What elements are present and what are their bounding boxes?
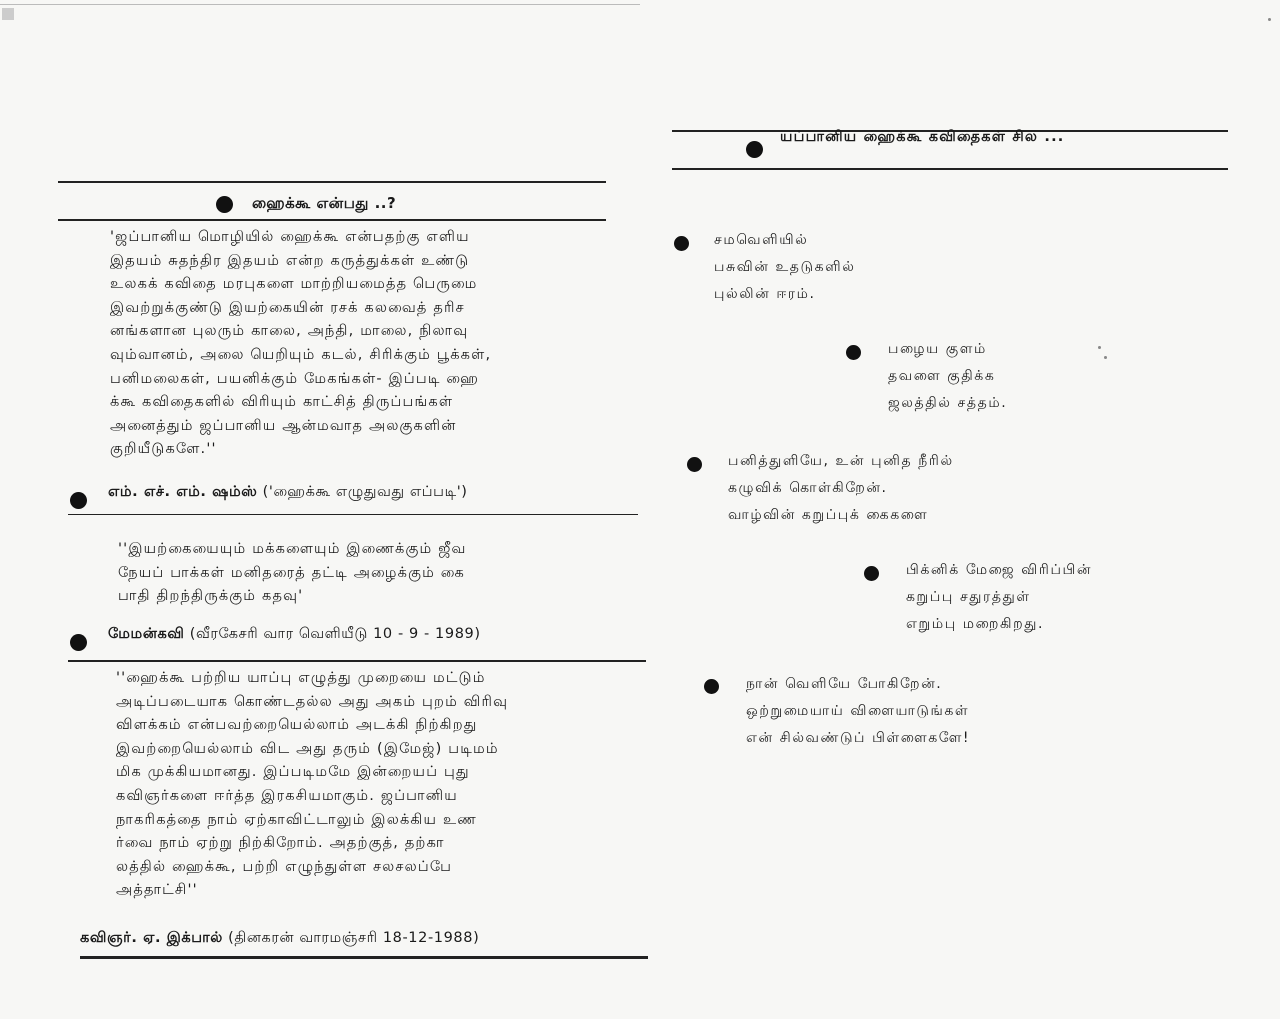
haiku-poem-3 <box>728 448 954 529</box>
quote-1-text <box>110 226 491 462</box>
poem-line: தவளை குதிக்க <box>888 368 996 384</box>
poem-line: புல்லின் ஈரம். <box>714 286 816 302</box>
quote-line: அனைத்தும் ஜப்பானிய ஆன்மவாத அலகுகளின் <box>110 417 457 434</box>
quote-line: கவிஞர்களை ஈர்த்த இரகசியமாகும். ஜப்பானிய <box>116 787 458 804</box>
quote-1-attribution <box>108 484 468 502</box>
quote-line: ''ஹைக்கூ பற்றிய யாப்பு எழுத்து முறையை மட்டும் <box>116 670 486 686</box>
bullet-icon <box>216 196 233 213</box>
quote-3-attribution <box>80 930 479 948</box>
quote-2-attribution <box>108 626 481 644</box>
scan-speck <box>1098 346 1101 349</box>
scan-speck <box>1104 356 1107 359</box>
section-title-haiku-definition: ஹைக்கூ என்பது ..? <box>252 194 397 212</box>
quote-line: குறியீடுகளே.'' <box>110 441 217 458</box>
quote-3-author: கவிஞர். ஏ. இக்பால் <box>80 930 223 946</box>
poem-line: கழுவிக் கொள்கிறேன். <box>728 480 888 496</box>
quote-line: அடிப்படையாக கொண்டதல்ல அது அகம் புறம் விரிவு <box>116 693 509 710</box>
quote-line: அத்தாட்சி'' <box>116 882 198 899</box>
bullet-icon <box>746 141 763 158</box>
quote-line: வும்வானம், அலை யெறியும் கடல், சிரிக்கும் பூக்கள், <box>110 346 492 363</box>
quote-line: ''இயற்கையையும் மக்களையும் இணைக்கும் ஜீவ <box>118 541 467 557</box>
bullet-icon <box>687 457 702 472</box>
separator-rule <box>68 660 646 662</box>
quote-2-author: மேமன்கவி <box>108 626 185 642</box>
section-title-japanese-haiku: யப்பானிய ஹைக்கூ கவிதைகள் சில ... <box>780 129 1065 145</box>
heading-rule-bottom <box>58 219 606 221</box>
quote-line: நேயப் பாக்கள் மனிதரைத் தட்டி அழைக்கும் கை <box>118 564 465 581</box>
poem-line: ஒற்றுமையாய் விளையாடுங்கள் <box>746 703 970 719</box>
poem-line: சமவெளியில் <box>714 232 809 248</box>
quote-3-source: (தினகரன் வாரமஞ்சரி 18-12-1988) <box>228 930 480 946</box>
poem-line: பசுவின் உதடுகளில் <box>714 259 856 275</box>
scan-speck <box>1268 18 1271 21</box>
quote-line: இதயம் சுதந்திர இதயம் என்ற கருத்துக்கள் உண்டு <box>110 252 470 269</box>
scan-edge-line <box>0 4 640 5</box>
quote-line: பனிமலைகள், பயனிக்கும் மேகங்கள்- இப்படி ஹை <box>110 370 480 387</box>
bullet-icon <box>70 634 87 651</box>
quote-line: விளக்கம் என்பவற்றையெல்லாம் அடக்கி நிற்கிறது <box>116 717 478 734</box>
quote-line: இவற்றையெல்லாம் விட அது தரும் (இமேஜ்) படிமம் <box>116 740 499 757</box>
quote-line: நாகரிகத்தை நாம் ஏற்காவிட்டாலும் இலக்கிய உண <box>116 811 477 828</box>
bullet-icon <box>864 566 879 581</box>
poem-line: என் சில்வண்டுப் பிள்ளைகளே! <box>746 730 971 746</box>
poem-line: வாழ்வின் கறுப்புக் கைகளை <box>728 507 929 523</box>
poem-line: பனித்துளியே, உன் புனித நீரில் <box>728 453 954 469</box>
quote-line: லத்தில் ஹைக்கூ, பற்றி எழுந்துள்ள சலசலப்பே <box>116 858 453 875</box>
quote-1-source: ('ஹைக்கூ எழுதுவது எப்படி') <box>262 484 468 500</box>
quote-line: மிக முக்கியமானது. இப்படிமமே இன்றையப் புது <box>116 764 470 781</box>
quote-line: 'ஜப்பானிய மொழியில் ஹைக்கூ என்பதற்கு எளிய <box>110 229 470 245</box>
bullet-icon <box>70 492 87 509</box>
haiku-poem-2 <box>888 336 1007 417</box>
heading-rule-bottom <box>672 168 1228 170</box>
scan-corner-mark <box>2 8 14 20</box>
quote-line: இவற்றுக்குண்டு இயற்கையின் ரசக் கலவைத் தரிச <box>110 299 465 316</box>
heading-rule-top <box>58 181 606 183</box>
quote-line: னங்களான புலரும் காலை, அந்தி, மாலை, நிலாவு <box>110 323 469 340</box>
quote-line: பாதி திறந்திருக்கும் கதவு' <box>118 588 304 605</box>
quote-line: உலகக் கவிதை மரபுகளை மாற்றியமைத்த பெருமை <box>110 276 478 293</box>
bullet-icon <box>704 679 719 694</box>
quote-3-text <box>116 667 508 903</box>
separator-rule <box>68 514 638 515</box>
haiku-poem-4 <box>906 557 1092 638</box>
poem-line: எறும்பு மறைகிறது. <box>906 616 1044 632</box>
haiku-poem-1 <box>714 227 855 308</box>
closing-rule <box>80 956 648 959</box>
poem-line: பழைய குளம் <box>888 341 987 357</box>
bullet-icon <box>846 345 861 360</box>
poem-line: நான் வெளியே போகிறேன். <box>746 676 943 692</box>
quote-line: ர்வை நாம் ஏற்று நிற்கிறோம். அதற்குத், தற்கா <box>116 835 445 852</box>
poem-line: பிக்னிக் மேஜை விரிப்பின் <box>906 562 1093 578</box>
quote-1-author: எம். எச். எம். ஷம்ஸ் <box>108 484 258 500</box>
quote-2-source: (வீரகேசரி வார வெளியீடு 10 - 9 - 1989) <box>189 626 481 642</box>
poem-line: ஜலத்தில் சத்தம். <box>888 395 1008 411</box>
haiku-poem-5 <box>746 671 970 752</box>
bullet-icon <box>674 236 689 251</box>
quote-2-text <box>118 538 467 609</box>
quote-line: க்கூ கவிதைகளில் விரியும் காட்சித் திருப்பங்கள் <box>110 394 454 411</box>
poem-line: கறுப்பு சதுரத்துள் <box>906 589 1031 605</box>
